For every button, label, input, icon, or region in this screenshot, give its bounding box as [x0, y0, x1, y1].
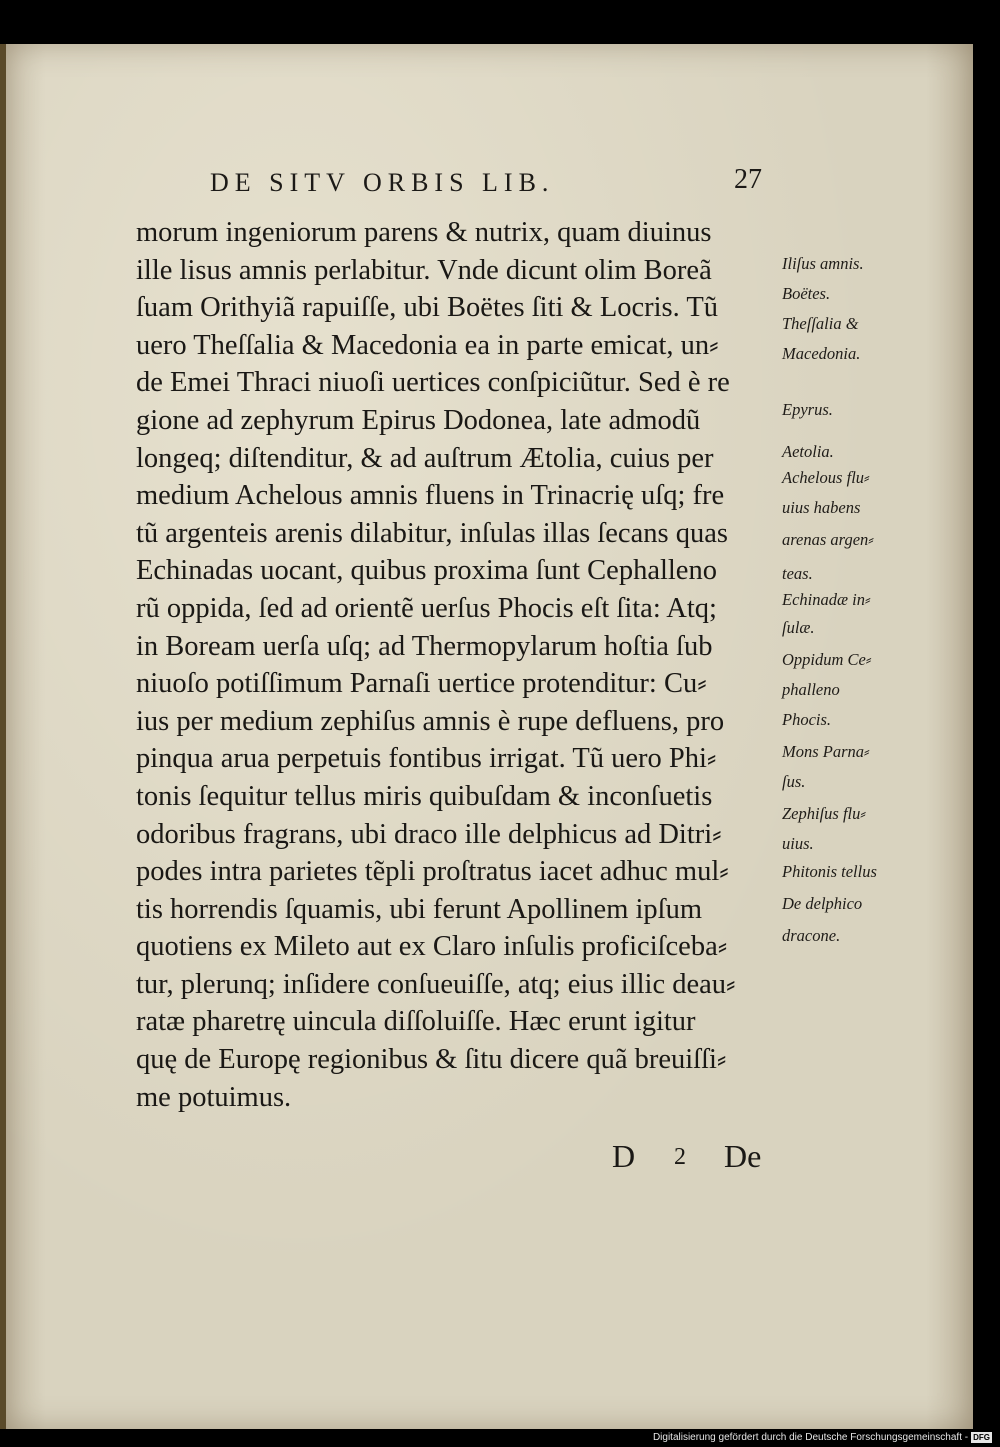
text-line: pinqua arua perpetuis fontibus irrigat. Tũ uero Phi⸗	[136, 743, 717, 775]
text-line: ratæ pharetrę uincula diſſoluiſſe. Hæc erunt igitur	[136, 1006, 696, 1038]
text-line: in Boream uerſa uſq; ad Thermopylarum hoſtia ſub	[136, 630, 713, 662]
text-line: de Emei Thraci niuoſi uertices conſpiciũtur. Sed è re	[136, 367, 730, 399]
margin-note: arenas argen⸗	[782, 530, 874, 549]
margin-note: dracone.	[782, 926, 841, 945]
margin-note: teas.	[782, 564, 813, 583]
text-line: tis horrendis ſquamis, ubi ferunt Apollinem ipſum	[136, 893, 702, 925]
text-line: uero Theſſalia & Macedonia ea in parte emicat, un⸗	[136, 329, 719, 361]
text-line: rũ oppida, ſed ad orientẽ uerſus Phocis eſt ſita: Atq;	[136, 592, 717, 624]
margin-note: Oppidum Ce⸗	[782, 650, 872, 669]
signature-letter: D	[612, 1138, 636, 1174]
text-line: me potuimus.	[136, 1081, 292, 1113]
text-line: tur, plerunq; inſidere conſueuiſſe, atq; eius illic deau⸗	[136, 968, 736, 1000]
text-line: quotiens ex Mileto aut ex Claro inſulis proficiſceba⸗	[136, 931, 728, 963]
margin-note: Achelous flu⸗	[782, 468, 870, 487]
margin-note: uius habens	[782, 498, 861, 517]
margin-note: Theſſalia &	[782, 314, 859, 333]
margin-note: Macedonia.	[782, 344, 861, 363]
margin-note: Boëtes.	[782, 284, 831, 303]
margin-note: Phitonis tellus	[782, 862, 877, 881]
margin-note: uius.	[782, 834, 814, 853]
text-line: ius per medium zephiſus amnis è rupe defluens, pro	[136, 705, 725, 737]
body-text	[136, 214, 776, 1116]
margin-note: Aetolia.	[782, 442, 834, 461]
footer-text: Digitalisierung gefördert durch die Deutsche Forschungsgemeinschaft -	[652, 1431, 969, 1443]
text-line: ille lisus amnis perlabitur. Vnde dicunt olim Boreã	[136, 254, 712, 286]
margin-note: ſulæ.	[782, 618, 815, 637]
text-line: longeq; diſtenditur, & ad auſtrum Ætolia, cuius per	[136, 442, 714, 474]
page-number: 27	[734, 164, 762, 195]
text-line: podes intra parietes tẽpli proſtratus iacet adhuc mul⸗	[136, 856, 729, 888]
margin-note: Epyrus.	[782, 400, 833, 419]
text-line: odoribus fragrans, ubi draco ille delphicus ad Ditri⸗	[136, 818, 722, 850]
margin-note: Phocis.	[782, 710, 832, 729]
signature-number: 2	[674, 1144, 686, 1170]
margin-note: Echinadæ in⸗	[782, 590, 871, 609]
text-line: tonis ſequitur tellus miris quibuſdam & inconſuetis	[136, 780, 713, 812]
margin-note: Zephiſus flu⸗	[782, 804, 866, 823]
catchword: De	[724, 1138, 762, 1174]
text-line: Echinadas uocant, quibus proxima ſunt Cephalleno	[136, 555, 717, 587]
margin-note: ſus.	[782, 772, 806, 791]
text-line: medium Achelous amnis fluens in Trinacrię uſq; fre	[136, 480, 725, 512]
margin-note: De delphico	[782, 894, 863, 913]
text-line: morum ingeniorum parens & nutrix, quam diuinus	[136, 217, 712, 248]
text-line: niuoſo potiſſimum Parnaſi uertice protenditur: Cu⸗	[136, 668, 707, 700]
signature-catchword	[612, 1138, 782, 1178]
text-line: tũ argenteis arenis dilabitur, inſulas illas ſecans quas	[136, 517, 728, 549]
digitization-footer	[653, 1430, 992, 1444]
margin-note: Mons Parna⸗	[782, 742, 870, 761]
dfg-logo: DFG	[973, 1432, 990, 1442]
text-line: gione ad zephyrum Epirus Dodonea, late admodũ	[136, 404, 701, 436]
text-line: ſuam Orithyiã rapuiſſe, ubi Boëtes ſiti & Locris. Tũ	[136, 292, 719, 324]
margin-note: phalleno	[782, 680, 840, 699]
margin-note: Iliſus amnis.	[782, 254, 864, 273]
text-line: quę de Europę regionibus & ſitu dicere quã breuiſſi⸗	[136, 1044, 727, 1076]
running-head	[210, 164, 770, 202]
running-head-title: DE SITV ORBIS LIB.	[210, 168, 555, 197]
